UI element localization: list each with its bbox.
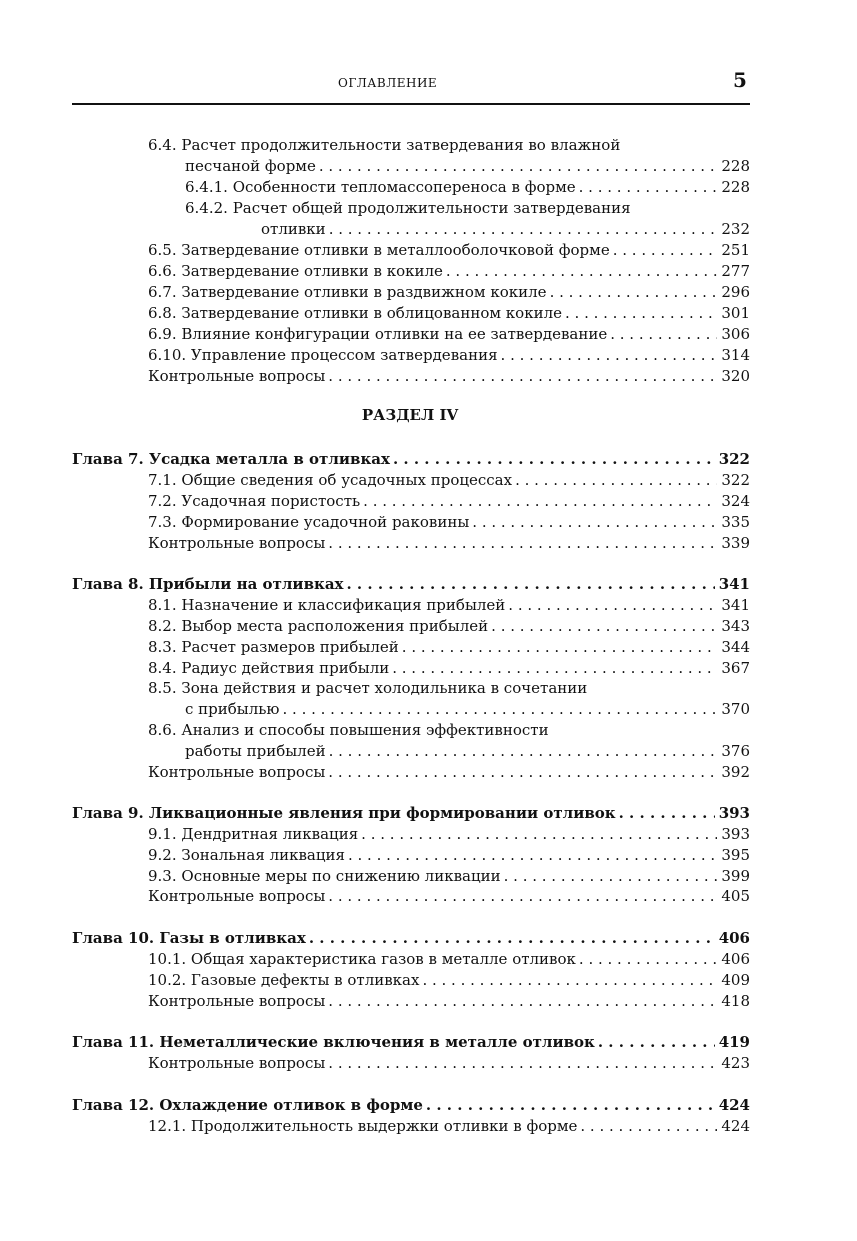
toc-page-number: 418 (721, 992, 750, 1010)
toc-page-number: 405 (721, 887, 750, 905)
toc-entry-7-1[interactable]: 7.1. Общие сведения об усадочных процессах . . . 322 (148, 470, 750, 491)
toc-page-number: 424 (718, 1096, 750, 1114)
toc-page-number: 341 (721, 596, 750, 614)
toc-page-number: 277 (721, 262, 750, 280)
toc-entry-8-1[interactable]: 8.1. Назначение и классификация прибылей . . . 341 (148, 595, 750, 616)
toc-entry-8-4[interactable]: 8.4. Радиус действия прибыли . . . 367 (148, 658, 750, 679)
toc-entry-questions-7[interactable]: Контрольные вопросы . . . 339 (148, 533, 750, 554)
toc-page-number: 251 (721, 241, 750, 259)
toc-page-number: 423 (721, 1054, 750, 1072)
toc-page-number: 343 (721, 617, 750, 635)
toc-page-number: 320 (721, 367, 750, 385)
toc-page-number: 393 (718, 804, 750, 822)
toc-entry-9-1[interactable]: 9.1. Дендритная ликвация . . . 393 (148, 824, 750, 845)
toc-entry-6-5[interactable]: 6.5. Затвердевание отливки в металлооболочковой форме . . . 251 (148, 240, 750, 261)
toc-page-number: 367 (721, 659, 750, 677)
toc-chapter-8[interactable]: Глава 8. Прибыли на отливках . . . 341 (72, 574, 750, 595)
toc-chapter-7[interactable]: Глава 7. Усадка металла в отливках . . . 322 (72, 449, 750, 470)
toc-page-number: 228 (721, 178, 750, 196)
header-rule (72, 103, 750, 105)
toc-page-number: 306 (721, 325, 750, 343)
toc-page-number: 339 (721, 534, 750, 552)
toc-entry-6-10[interactable]: 6.10. Управление процессом затвердевания . . . 314 (148, 345, 750, 366)
toc-entry-6-4[interactable]: 6.4. Расчет продолжительности затвердевания во влажной (148, 136, 621, 154)
toc-page-number: 406 (721, 950, 750, 968)
toc-entry-8-2[interactable]: 8.2. Выбор места расположения прибылей . . . 343 (148, 616, 750, 637)
toc-page-number: 344 (721, 638, 750, 656)
toc-page-number: 395 (721, 846, 750, 864)
toc-entry-10-2[interactable]: 10.2. Газовые дефекты в отливках . . . 409 (148, 970, 750, 991)
toc-entry-8-3[interactable]: 8.3. Расчет размеров прибылей . . . 344 (148, 637, 750, 658)
toc-page-number: 393 (721, 825, 750, 843)
toc-entry-questions-11[interactable]: Контрольные вопросы . . . 423 (148, 1053, 750, 1074)
toc-page-number: 335 (721, 513, 750, 531)
toc-page-number: 399 (721, 867, 750, 885)
toc-page-number: 370 (721, 700, 750, 718)
toc-page-number: 322 (718, 450, 750, 468)
toc-entry-6-6[interactable]: 6.6. Затвердевание отливки в кокиле . . . 277 (148, 261, 750, 282)
toc-entry-10-1[interactable]: 10.1. Общая характеристика газов в металле отливок . . . 406 (148, 949, 750, 970)
toc-entry-8-6[interactable]: 8.6. Анализ и способы повышения эффективности (148, 721, 549, 739)
toc-page-number: 322 (721, 471, 750, 489)
toc-entry-questions-10[interactable]: Контрольные вопросы . . . 418 (148, 991, 750, 1012)
toc-chapter-9[interactable]: Глава 9. Ликвационные явления при формировании отливок . . . 393 (72, 803, 750, 824)
toc-entry-questions-6[interactable]: Контрольные вопросы . . . 320 (148, 366, 750, 387)
running-header-title: ОГЛАВЛЕНИЕ (338, 76, 438, 90)
toc-entry-6-4-cont[interactable]: песчаной форме . . . 228 (185, 156, 750, 177)
toc-page-number: 424 (721, 1117, 750, 1135)
toc-entry-8-5[interactable]: 8.5. Зона действия и расчет холодильника в сочетании (148, 679, 588, 697)
toc-page-number: 324 (721, 492, 750, 510)
page-number: 5 (733, 68, 747, 92)
toc-entry-9-3[interactable]: 9.3. Основные меры по снижению ликвации . . . 399 (148, 866, 750, 887)
toc-entry-6-7[interactable]: 6.7. Затвердевание отливки в раздвижном кокиле . . . 296 (148, 282, 750, 303)
toc-entry-8-6-cont[interactable]: работы прибылей . . . 376 (185, 741, 750, 762)
toc-page-number: 314 (721, 346, 750, 364)
toc-entry-6-9[interactable]: 6.9. Влияние конфигурации отливки на ее затвердевание . . . 306 (148, 324, 750, 345)
toc-chapter-10[interactable]: Глава 10. Газы в отливках . . . 406 (72, 928, 750, 949)
toc-entry-7-3[interactable]: 7.3. Формирование усадочной раковины . . . 335 (148, 512, 750, 533)
section-heading: РАЗДЕЛ IV (361, 406, 459, 424)
toc-page-number: 296 (721, 283, 750, 301)
toc-page-number: 232 (721, 220, 750, 238)
toc-entry-7-2[interactable]: 7.2. Усадочная пористость . . . 324 (148, 491, 750, 512)
toc-entry-9-2[interactable]: 9.2. Зональная ликвация . . . 395 (148, 845, 750, 866)
toc-entry-6-8[interactable]: 6.8. Затвердевание отливки в облицованном кокиле . . . 301 (148, 303, 750, 324)
toc-entry-questions-9[interactable]: Контрольные вопросы . . . 405 (148, 886, 750, 907)
toc-page-number: 228 (721, 157, 750, 175)
toc-chapter-11[interactable]: Глава 11. Неметаллические включения в металле отливок . . . 419 (72, 1032, 750, 1053)
toc-chapter-12[interactable]: Глава 12. Охлаждение отливок в форме . . . 424 (72, 1095, 750, 1116)
toc-page-number: 419 (718, 1033, 750, 1051)
toc-entry-8-5-cont[interactable]: с прибылью . . . 370 (185, 699, 750, 720)
toc-entry-questions-8[interactable]: Контрольные вопросы . . . 392 (148, 762, 750, 783)
toc-page-number: 301 (721, 304, 750, 322)
toc-page-number: 376 (721, 742, 750, 760)
toc-entry-6-4-2-cont[interactable]: отливки . . . 232 (261, 219, 750, 240)
toc-entry-12-1[interactable]: 12.1. Продолжительность выдержки отливки в форме . . . 424 (148, 1116, 750, 1137)
toc-entry-6-4-2[interactable]: 6.4.2. Расчет общей продолжительности затвердевания (185, 199, 631, 217)
toc-page-number: 341 (718, 575, 750, 593)
toc-page-number: 406 (718, 929, 750, 947)
toc-entry-6-4-1[interactable]: 6.4.1. Особенности тепломассопереноса в форме . . . 228 (185, 177, 750, 198)
toc-page-number: 392 (721, 763, 750, 781)
toc-page-number: 409 (721, 971, 750, 989)
